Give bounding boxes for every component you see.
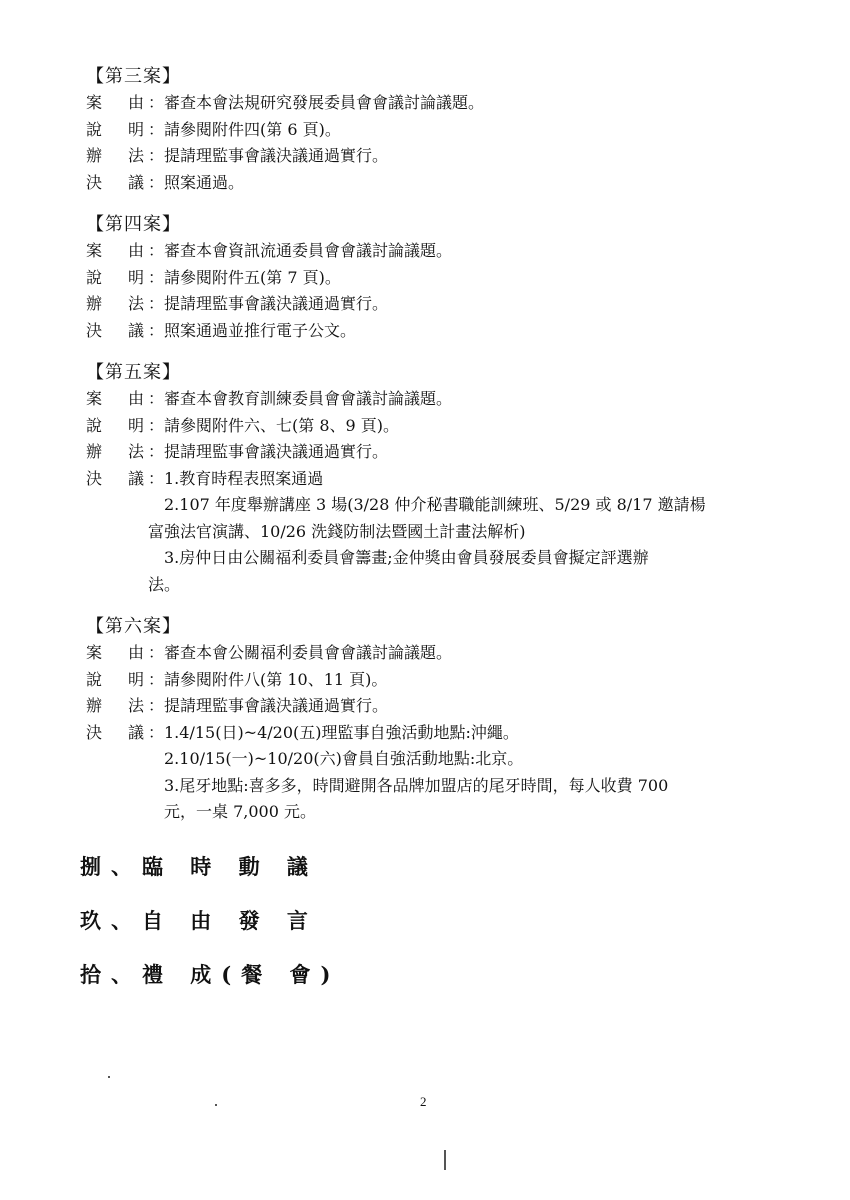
resolution-continuation [86, 492, 786, 598]
resolution-continuation [86, 746, 786, 826]
reason-label: 案 由 [86, 389, 144, 408]
scan-speck [215, 1104, 217, 1106]
resolution-label: 決 議 [86, 722, 144, 742]
case-5 [86, 360, 786, 598]
case-explain: 請參閱附件五(第 7 頁)。 [164, 267, 341, 287]
explain-label: 說 明 [86, 267, 144, 287]
case-title: 【第五案】 [86, 362, 181, 383]
resolution-label: 決 議 [86, 468, 144, 488]
case-method-row: 辦 法 ： 提請理監事會議決議通過實行。 [86, 143, 786, 170]
resolution-label: 決 議 [86, 172, 144, 192]
case-3 [86, 64, 786, 196]
resolution-line: 元，一桌 7,000 元。 [164, 802, 316, 821]
case-explain-row: 說 明 ： 請參閱附件四(第 6 頁)。 [86, 117, 786, 144]
method-label: 辦 法 [86, 442, 144, 461]
case-explain: 請參閱附件八(第 10、11 頁)。 [164, 669, 388, 689]
case-reason-row: 案 由 ： 審查本會資訊流通委員會會議討論議題。 [86, 238, 786, 265]
method-label: 辦 法 [86, 146, 144, 165]
explain-label: 說 明 [86, 669, 144, 689]
case-4 [86, 212, 786, 344]
case-reason-row: 案 由 ： 審查本會公關福利委員會會議討論議題。 [86, 640, 786, 667]
case-explain-row: 說 明 ： 請參閱附件六、七(第 8、9 頁)。 [86, 413, 786, 440]
case-method-row: 辦 法 ： 提請理監事會議決議通過實行。 [86, 439, 786, 466]
closing-sections [80, 852, 341, 1014]
reason-label: 案 由 [86, 241, 144, 260]
case-explain-row: 說 明 ： 請參閱附件八(第 10、11 頁)。 [86, 667, 786, 694]
resolution-line: 2.107 年度舉辦講座 3 場(3/28 仲介秘書職能訓練班、5/29 或 8/17 邀請楊 [164, 495, 706, 514]
resolution-label: 決 議 [86, 320, 144, 340]
case-method: 提請理監事會議決議通過實行。 [164, 294, 389, 313]
case-method: 提請理監事會議決議通過實行。 [164, 146, 389, 165]
case-resolution: 1.教育時程表照案通過 [164, 468, 324, 488]
case-reason: 審查本會資訊流通委員會會議討論議題。 [164, 241, 453, 260]
case-explain: 請參閱附件六、七(第 8、9 頁)。 [164, 415, 400, 435]
resolution-line: 富強法官演講、10/26 洗錢防制法暨國土計畫法解析) [148, 521, 526, 541]
resolution-line: 法。 [148, 574, 181, 594]
explain-label: 說 明 [86, 415, 144, 435]
resolution-line: 3.房仲日由公關福利委員會籌畫;金仲獎由會員發展委員會擬定評選辦 [164, 548, 649, 567]
resolution-line: 3.尾牙地點:喜多多，時間避開各品牌加盟店的尾牙時間，每人收費 700 [164, 775, 669, 795]
case-reason: 審查本會法規研究發展委員會會議討論議題。 [164, 93, 485, 112]
case-resolution-row: 決 議 ： 照案通過並推行電子公文。 [86, 318, 786, 345]
case-method: 提請理監事會議決議通過實行。 [164, 696, 389, 715]
case-6 [86, 614, 786, 826]
resolution-line: 2.10/15(一)~10/20(六)會員自強活動地點:北京。 [164, 749, 524, 768]
case-method-row: 辦 法 ： 提請理監事會議決議通過實行。 [86, 693, 786, 720]
case-method: 提請理監事會議決議通過實行。 [164, 442, 389, 461]
scan-speck [108, 1076, 110, 1078]
case-reason: 審查本會教育訓練委員會會議討論議題。 [164, 389, 453, 408]
case-method-row: 辦 法 ： 提請理監事會議決議通過實行。 [86, 291, 786, 318]
method-label: 辦 法 [86, 696, 144, 715]
case-resolution-row: 決 議 ： 照案通過。 [86, 170, 786, 197]
case-explain-row: 說 明 ： 請參閱附件五(第 7 頁)。 [86, 265, 786, 292]
reason-label: 案 由 [86, 643, 144, 662]
case-reason-row: 案 由 ： 審查本會教育訓練委員會會議討論議題。 [86, 386, 786, 413]
method-label: 辦 法 [86, 294, 144, 313]
document-body [86, 64, 786, 842]
case-explain: 請參閱附件四(第 6 頁)。 [164, 119, 341, 139]
section-ad-hoc-motions: 捌、臨 時 動 議 [80, 854, 318, 879]
scan-speck [444, 1150, 446, 1170]
case-reason: 審查本會公關福利委員會會議討論議題。 [164, 643, 453, 662]
page-number: 2 [420, 1094, 427, 1109]
case-title: 【第三案】 [86, 66, 181, 87]
section-closing-banquet: 拾、禮 成(餐 會) [80, 962, 341, 987]
explain-label: 說 明 [86, 119, 144, 139]
case-reason-row: 案 由 ： 審查本會法規研究發展委員會會議討論議題。 [86, 90, 786, 117]
reason-label: 案 由 [86, 93, 144, 112]
case-resolution-row: 決 議 ： 1.教育時程表照案通過 [86, 466, 786, 493]
case-resolution: 1.4/15(日)~4/20(五)理監事自強活動地點:沖繩。 [164, 722, 519, 742]
case-resolution: 照案通過並推行電子公文。 [164, 320, 357, 340]
case-title: 【第四案】 [86, 214, 181, 235]
case-resolution: 照案通過。 [164, 172, 245, 192]
case-title: 【第六案】 [86, 616, 181, 637]
case-resolution-row: 決 議 ： 1.4/15(日)~4/20(五)理監事自強活動地點:沖繩。 [86, 720, 786, 747]
section-open-floor: 玖、自 由 發 言 [80, 908, 318, 933]
